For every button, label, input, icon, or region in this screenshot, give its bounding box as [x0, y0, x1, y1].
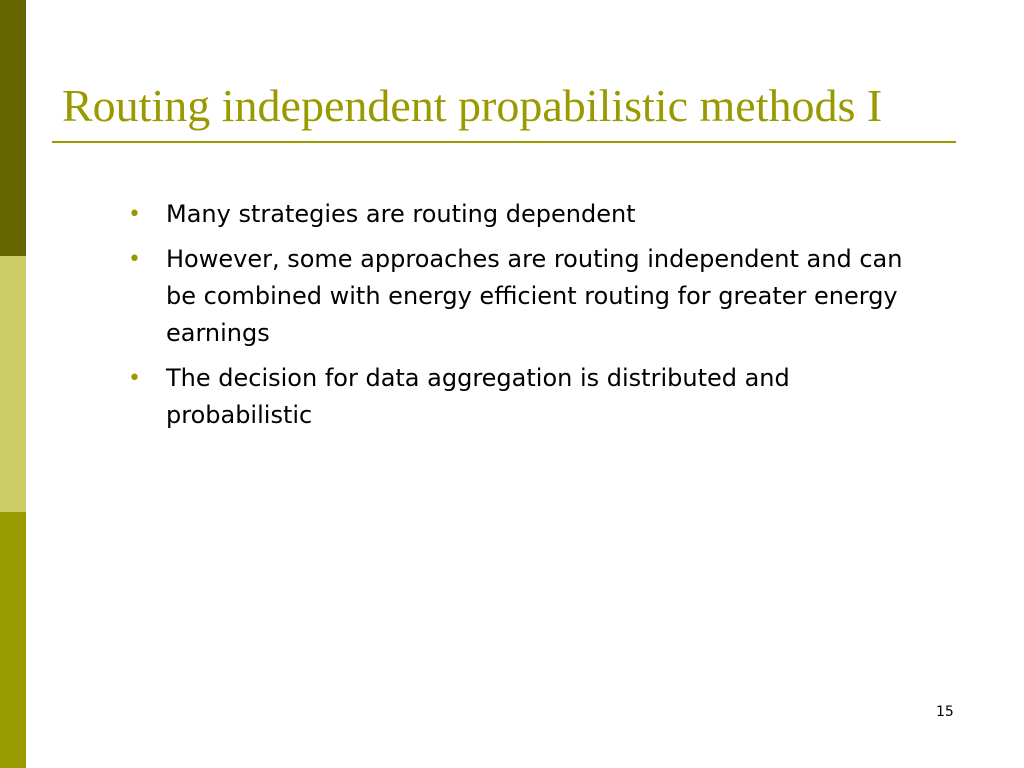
- bullet-dot-icon: •: [128, 202, 141, 227]
- slide-title: Routing independent propabilistic methods I: [62, 80, 883, 131]
- title-underline: [52, 141, 956, 143]
- side-bar-segment-olive: [0, 512, 26, 768]
- side-bar-segment-dark: [0, 0, 26, 256]
- bullet-dot-icon: •: [128, 366, 141, 391]
- bullet-item: [128, 241, 928, 352]
- bullet-text: However, some approaches are routing independent and can be combined with energy efficient routing for greater energy earnings: [166, 245, 903, 347]
- side-bar-segment-light: [0, 256, 26, 512]
- bullet-text: The decision for data aggregation is distributed and probabilistic: [166, 364, 790, 429]
- bullet-text: Many strategies are routing dependent: [166, 200, 636, 228]
- bullet-dot-icon: •: [128, 247, 141, 272]
- bullet-item: [128, 196, 928, 233]
- page-number: 15: [936, 704, 954, 720]
- bullet-item: [128, 360, 928, 434]
- bullet-list: [128, 196, 928, 442]
- side-color-bar: [0, 0, 26, 768]
